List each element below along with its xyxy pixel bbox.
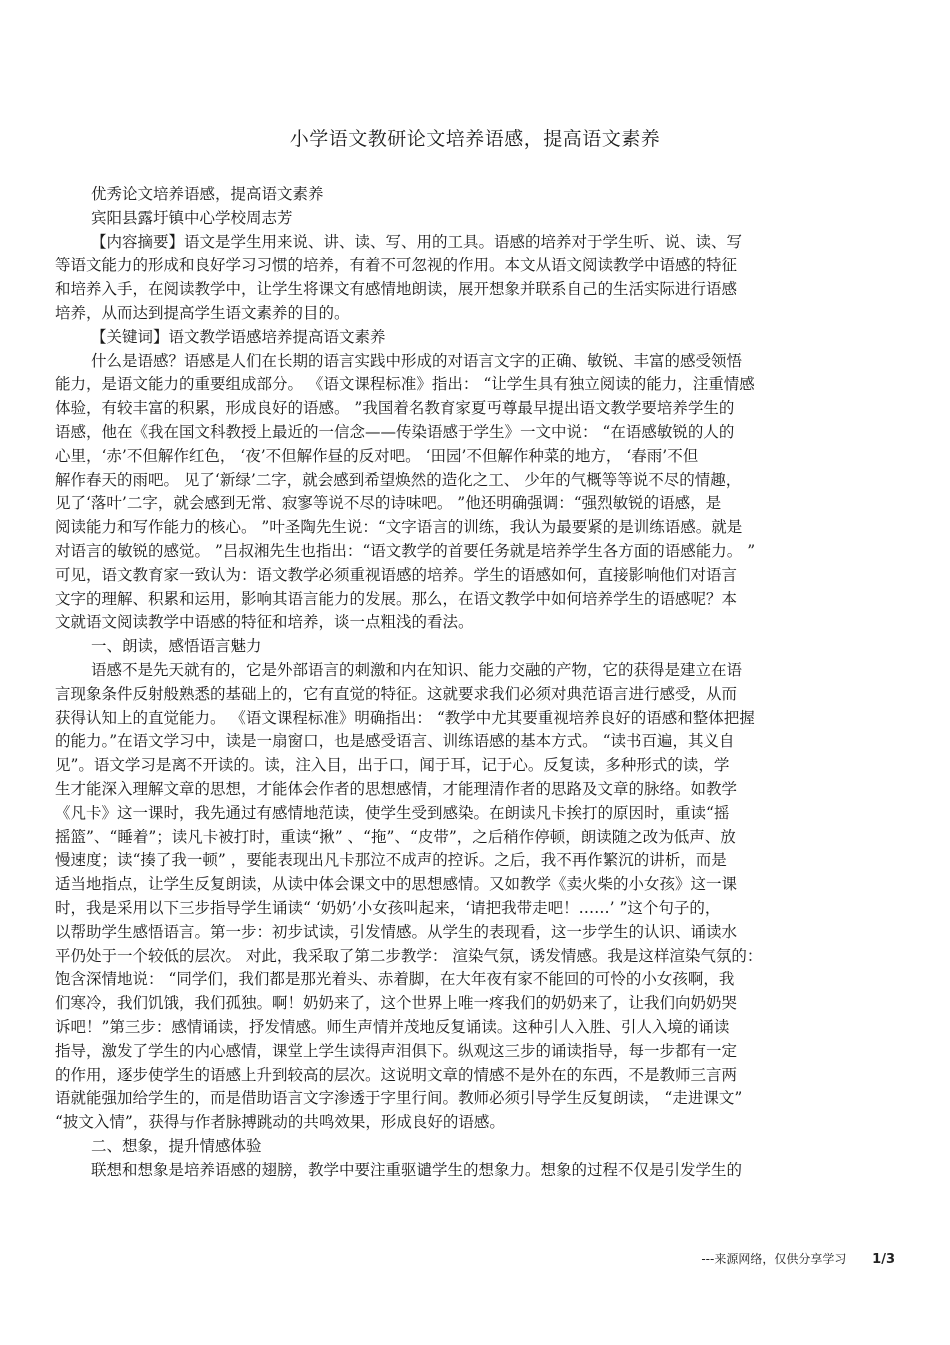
- body-line: “披文入情”，获得与作者脉搏跳动的共鸣效果，形成良好的语感。: [55, 1113, 505, 1132]
- body-line: 心里，‘赤’不但解作红色， ‘夜’不但解作昼的反对吧。 ‘田园’不但解作种菜的地方， ‘春雨’不但: [55, 446, 699, 465]
- body-line: 的作用，逐步使学生的语感上升到较高的层次。这说明文章的情感不是外在的东西，不是教师三言两: [55, 1065, 738, 1084]
- body-line: 优秀论文培养语感，提高语文素养: [91, 185, 324, 203]
- body-line: 培养，从而达到提高学生语文素养的目的。: [55, 304, 350, 322]
- body-line: 二、想象，提升情感体验: [91, 1137, 262, 1155]
- body-line: 体验，有较丰富的积累，形成良好的语感。 ”我国着名教育家夏丏尊最早提出语文教学要培养学生的: [55, 399, 735, 418]
- body-line: 一、朗读，感悟语言魅力: [91, 637, 262, 656]
- body-line: 可见，语文教育家一致认为：语文教学必须重视语感的培养。学生的语感如何，直接影响他们对语言: [55, 565, 738, 584]
- body-line: 等语文能力的形成和良好学习习惯的培养，有着不可忽视的作用。本文从语文阅读教学中语感的特征: [55, 256, 738, 275]
- body-line: 见”。语文学习是离不开读的。读，注入目，出于口，闻于耳，记于心。反复读，多种形式的读，学: [55, 756, 730, 775]
- body-line: 饱含深情地说： “同学们，我们都是那光着头、赤着脚，在大年夜有家不能回的可怜的小女孩啊，我: [55, 970, 735, 989]
- body-line: 适当地指点，让学生反复朗读，从读中体会课文中的思想感情。又如教学《卖火柴的小女孩》这一课: [55, 875, 738, 894]
- body-line: 文就语文阅读教学中语感的特征和培养，谈一点粗浅的看法。: [55, 613, 474, 632]
- body-line: 诉吧！”第三步：感情诵读，抒发情感。师生声情并茂地反复诵读。这种引人入胜、引人入境的诵读: [55, 1018, 730, 1036]
- body-line: 语感，他在《我在国文科教授上最近的一信念——传染语感于学生》一文中说： “在语感敏锐的人的: [55, 423, 735, 441]
- body-line: 摇篮”、“睡着”；读凡卡被打时，重读“揪” 、“拖”、“皮带”，之后稍作停顿，朗读随之改为低声、放: [55, 827, 736, 846]
- body-line: 指导，激发了学生的内心感情，课堂上学生读得声泪俱下。纵观这三步的诵读指导，每一步都有一定: [55, 1041, 738, 1060]
- body-line: 的能力。”在语文学习中，读是一扇窗口，也是感受语言、训练语感的基本方式。 “读书百遍，其义自: [55, 732, 735, 751]
- body-line: 生才能深入理解文章的思想，才能体会作者的思想感情，才能理清作者的思路及文章的脉络。如教学: [55, 780, 738, 798]
- body-line: 时，我是采用以下三步指导学生诵读“ ‘奶奶’小女孩叫起来，‘请把我带走吧！……’ ”这个句子的，: [55, 899, 721, 917]
- body-line: 能力，是语文能力的重要组成部分。 《语文课程标准》指出： “让学生具有独立阅读的能力，注重情感: [55, 375, 755, 394]
- page-number: 1/3: [872, 1252, 895, 1267]
- footer-source: ---来源网络，仅供分享学习: [701, 1252, 847, 1266]
- body-line: 文字的理解、积累和运用，影响其语言能力的发展。那么，在语文教学中如何培养学生的语感呢？本: [55, 589, 738, 608]
- body-line: 《凡卡》这一课时，我先通过有感情地范读，使学生受到感染。在朗读凡卡挨打的原因时，重读“摇: [55, 803, 730, 822]
- body-line: 解作春天的雨吧。 见了‘新绿’二字，就会感到希望焕然的造化之工、 少年的气概等等说不尽的情趣，: [55, 470, 742, 489]
- page-footer: [701, 1250, 895, 1267]
- body-line: 语感不是先天就有的，它是外部语言的刺激和内在知识、能力交融的产物，它的获得是建立在语: [91, 661, 743, 679]
- body-line: 获得认知上的直觉能力。 《语文课程标准》明确指出： “教学中尤其要重视培养良好的语感和整体把握: [55, 708, 755, 727]
- body-line: 见了‘落叶’二字，就会感到无常、寂寥等说不尽的诗味吧。 ”他还明确强调：“强烈敏锐的语感，是: [55, 494, 722, 513]
- body-line: 平仍处于一个较低的层次。 对此，我采取了第二步教学： 渲染气氛，诱发情感。我是这样渲染气氛的：: [55, 946, 763, 965]
- body-line: 【关键词】语文教学语感培养提高语文素养: [91, 327, 386, 346]
- body-line: 【内容摘要】语文是学生用来说、讲、读、写、用的工具。语感的培养对于学生听、说、读、写: [91, 232, 743, 251]
- body-line: 对语言的敏锐的感觉。 ”吕叔湘先生也指出：“语文教学的首要任务就是培养学生各方面的语感能力。 ”: [55, 542, 756, 560]
- document-title: 小学语文教研论文培养语感，提高语文素养: [289, 128, 661, 150]
- body-line: 慢速度；读“揍了我一顿” ，要能表现出凡卡那泣不成声的控诉。之后，我不再作繁沉的讲析，而是: [55, 851, 727, 870]
- body-line: 语就能强加给学生的，而是借助语言文字渗透于字里行间。教师必须引导学生反复朗读， “走进课文”: [55, 1089, 743, 1108]
- body-line: 们寒冷，我们饥饿，我们孤独。啊！奶奶来了，这个世界上唯一疼我们的奶奶来了，让我们向奶奶哭: [55, 994, 738, 1013]
- body-line: 阅读能力和写作能力的核心。 ”叶圣陶先生说：“文字语言的训练，我认为最要紧的是训练语感。就是: [55, 518, 743, 537]
- body-line: 言现象条件反射般熟悉的基础上的，它有直觉的特征。这就要求我们必须对典范语言进行感受，从而: [55, 684, 738, 703]
- body-line: 以帮助学生感悟语言。第一步：初步试读，引发情感。从学生的表现看，这一步学生的认识、诵读水: [55, 922, 738, 941]
- body-line: 宾阳县露圩镇中心学校周志芳: [91, 208, 293, 227]
- body-line: 联想和想象是培养语感的翅膀，教学中要注重驱谴学生的想象力。想象的过程不仅是引发学生的: [91, 1160, 743, 1179]
- body-line: 什么是语感？语感是人们在长期的语言实践中形成的对语言文字的正确、敏锐、丰富的感受领悟: [91, 351, 743, 370]
- body-line: 和培养入手，在阅读教学中，让学生将课文有感情地朗读，展开想象并联系自己的生活实际进行语感: [55, 280, 738, 299]
